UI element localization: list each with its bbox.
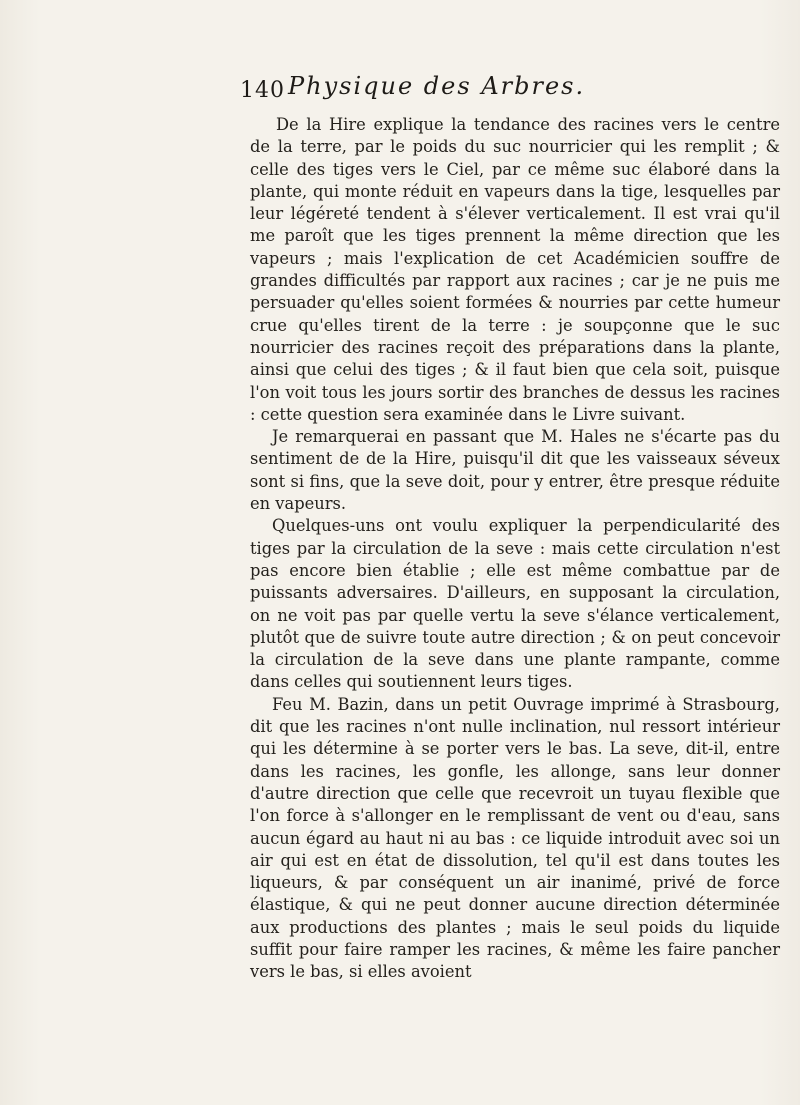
text-body (250, 114, 780, 984)
paragraph: De la Hire explique la tendance des racines vers le centre de la terre, par le poids du suc nourricier qui les remplit ; & celle des tiges vers le Ciel, par ce même suc élaboré dans la plante, qui monte réduit en vapeurs dans la tige, lesquelles par leur légéreté tendent à s'élever verticalement. Il est vrai qu'il me paroît que les tiges prennent la même direction que les vapeurs ; mais l'explication de cet Académicien souffre de grandes difficultés par rapport aux racines ; car je ne puis me persuader qu'elles soient formées & nourries par cette humeur crue qu'elles tirent de la terre : je soupçonne que le suc nourricier des racines reçoit des préparations dans la plante, ainsi que celui des tiges ; & il faut bien que cela soit, puisque l'on voit tous les jours sortir des branches de dessus les racines : cette question sera examinée dans le Livre suivant. (250, 115, 780, 424)
paragraph: Quelques-uns ont voulu expliquer la perpendicularité des tiges par la circulation de la seve : mais cette circulation n'est pas encore bien établie ; elle est même combattue par de puissants adversaires. D'ailleurs, en supposant la circulation, on ne voit pas par quelle vertu la seve s'élance verticalement, plutôt que de suivre toute autre direction ; & on peut concevoir la circulation de la seve dans une plante rampante, comme dans celles qui soutiennent leurs tiges. (250, 516, 780, 692)
page-number: 140 (240, 78, 285, 103)
running-title: Physique des Arbres. (288, 72, 586, 100)
paragraph: Feu M. Bazin, dans un petit Ouvrage imprimé à Strasbourg, dit que les racines n'ont nulle inclination, nul ressort intérieur qui les détermine à se porter vers le bas. La seve, dit-il, entre dans les racines, les gonfle, les allonge, sans leur donner d'autre direction que celle que recevroit un tuyau flexible que l'on force à s'allonger en le remplissant de vent ou d'eau, sans aucun égard au haut ni au bas : ce liquide introduit avec soi un air qui est en état de dissolution, tel qu'il est dans toutes les liqueurs, & par conséquent un air inanimé, privé de force élastique, & qui ne peut donner aucune direction déterminée aux productions des plantes ; mais le seul poids du liquide suffit pour faire ramper les racines, & même les faire pancher vers le bas, si elles avoient (250, 694, 780, 982)
paragraph: Je remarquerai en passant que M. Hales ne s'écarte pas du sentiment de de la Hire, puisqu'il dit que les vaisseaux séveux sont si fins, que la seve doit, pour y entrer, être presque réduite en vapeurs. (250, 427, 780, 514)
page-header (240, 72, 740, 112)
